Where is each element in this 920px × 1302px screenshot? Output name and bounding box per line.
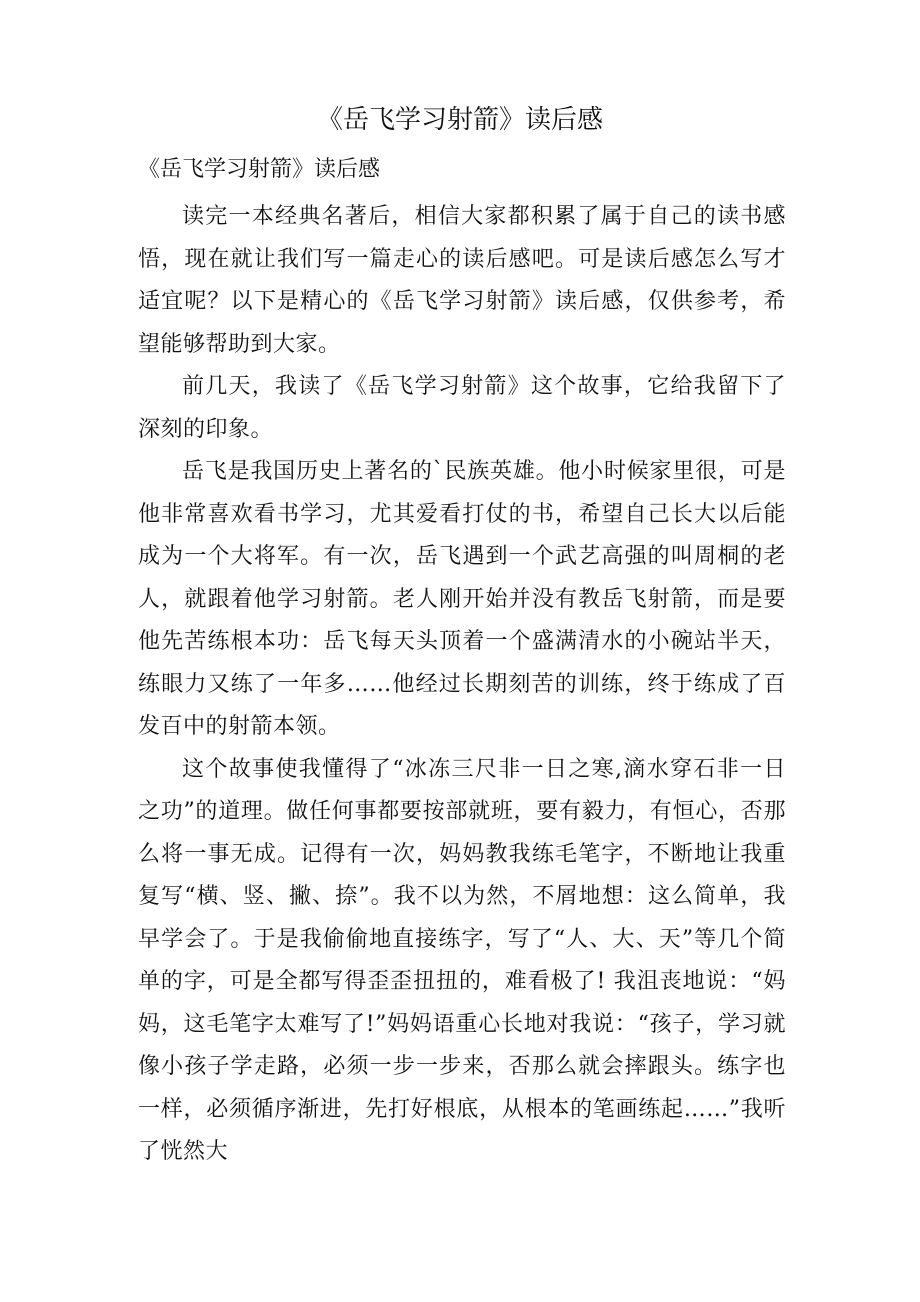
- paragraph-lesson: 这个故事使我懂得了“冰冻三尺非一日之寒,滴水穿石非一日之功”的道理。做任何事都要按部就班，要有毅力，有恒心，否那么将一事无成。记得有一次，妈妈教我练毛笔字，不断地让我重复写“横、竖、撇、捺”。我不以为然，不屑地想：这么简单，我早学会了。于是我偷偷地直接练字，写了“人、大、天”等几个简单的字，可是全都写得歪歪扭扭的，难看极了! 我沮丧地说：“妈妈，这毛笔字太难写了!”妈妈语重心长地对我说：“孩子，学习就像小孩子学走路，必须一步一步来，否那么就会摔跟头。练字也一样，必须循序渐进，先打好根底，从根本的笔画练起……”我听了恍然大: [138, 756, 786, 1164]
- paragraph-reading: 前几天，我读了《岳飞学习射箭》这个故事，它给我留下了深刻的印象。: [138, 374, 786, 442]
- paragraph-intro: 读完一本经典名著后，相信大家都积累了属于自己的读书感悟，现在就让我们写一篇走心的读后感吧。可是读后感怎么写才适宜呢？以下是精心的《岳飞学习射箭》读后感，仅供参考，希望能够帮助到大家。: [138, 204, 786, 357]
- document-title: 《岳飞学习射箭》读后感: [316, 105, 603, 135]
- document-body: [138, 196, 786, 1174]
- document-subtitle: 《岳飞学习射箭》读后感: [138, 157, 381, 182]
- paragraph-story: 岳飞是我国历史上著名的`民族英雄。他小时候家里很，可是他非常喜欢看书学习，尤其爱看打仗的书，希望自己长大以后能成为一个大将军。有一次，岳飞遇到一个武艺高强的叫周桐的老人，就跟着他学习射箭。老人刚开始并没有教岳飞射箭，而是要他先苦练根本功：岳飞每天头顶着一个盛满清水的小碗站半天，练眼力又练了一年多……他经过长期刻苦的训练，终于练成了百发百中的射箭本领。: [138, 459, 786, 739]
